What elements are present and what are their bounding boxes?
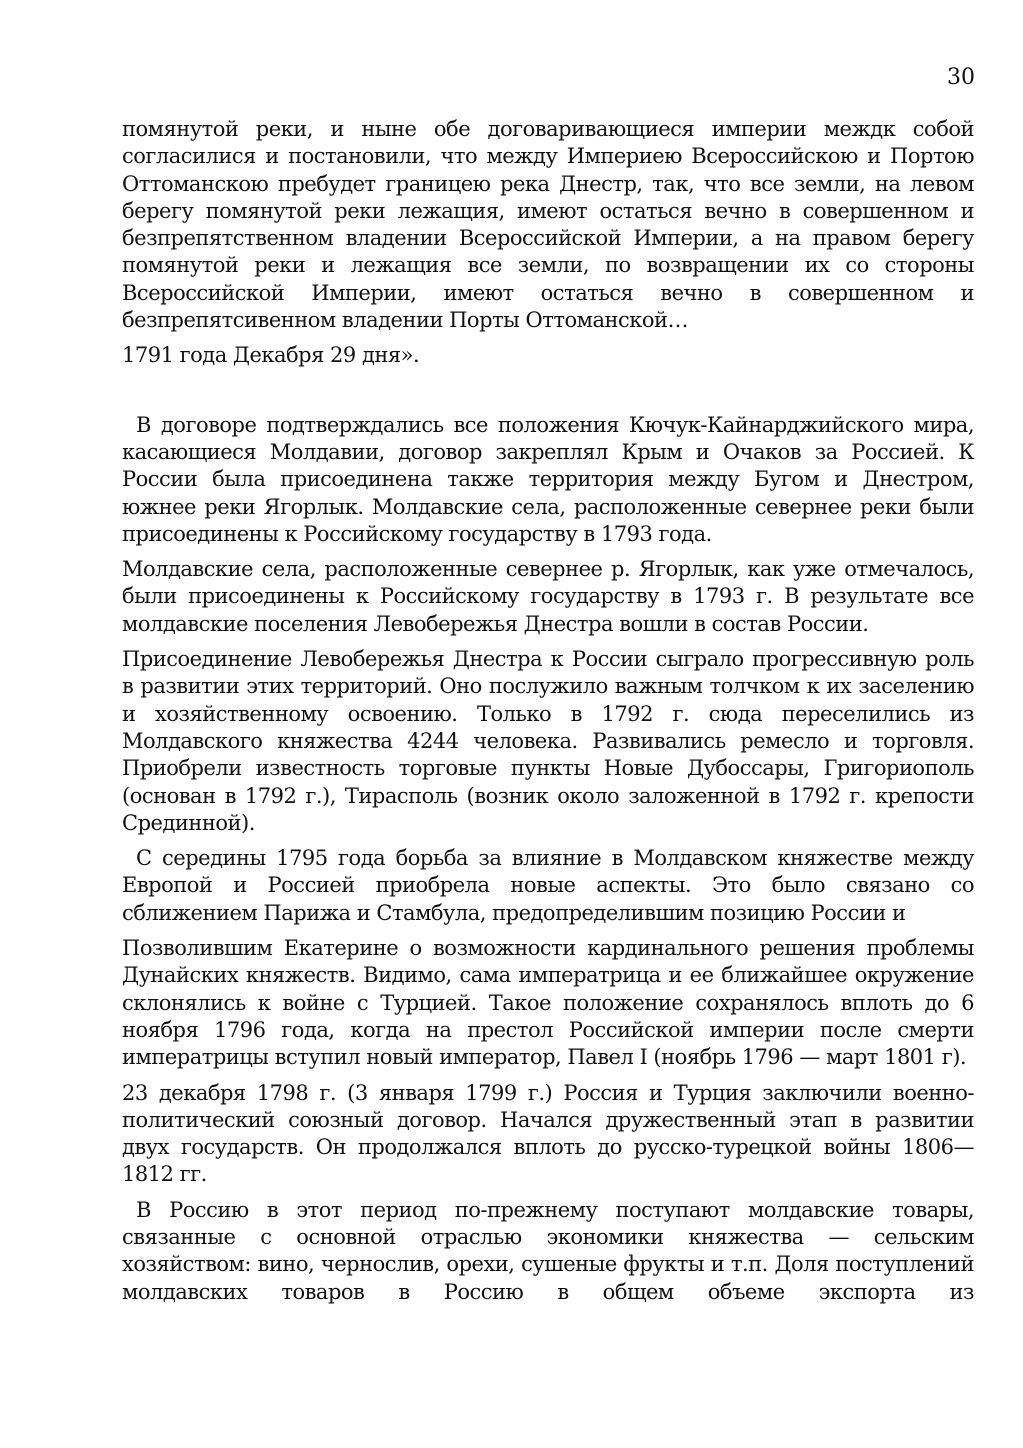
paragraph-left-bank-accession: Присоединение Левобережья Днестра к России сыграло прогрессивную роль в развитии этих территорий. Оно послужило важным толчком к их заселению и хозяйственному освоению. Только в 1792 г. сюда переселились из Молдавского княжества 4244 человека. Развивались ремесло и торговля. Приобрели известность торговые пункты Новые Дубоссары, Григориополь (основан в 1792 г.), Тирасполь (возник около заложенной в 1792 г. крепости Срединной). <box>122 647 974 835</box>
paragraph-moldavian-villages: Молдавские села, расположенные севернее р. Ягорлык, как уже отмечалось, были присоединены к Российскому государству в 1793 г. В результате все молдавские поселения Левобережья Днестра вошли в состав России. <box>122 557 974 636</box>
paragraph-catherine-policy: Позволившим Екатерине о возможности кардинального решения проблемы Дунайских княжеств. Видимо, сама императрица и ее ближайшее окружение склонялись к войне с Турцией. Такое положение сохранялось вплоть до 6 ноября 1796 года, когда на престол Российской империи после смерти императрицы вступил новый император, Павел I (ноябрь 1796 — март 1801 г). <box>122 936 974 1070</box>
paragraph-influence-struggle: С середины 1795 года борьба за влияние в Молдавском княжестве между Европой и Россией приобрела новые аспекты. Это было связано со сближением Парижа и Стамбула, предопределившим позицию России и <box>122 846 974 925</box>
paragraph-treaty-date: 1791 года Декабря 29 дня». <box>122 343 420 368</box>
paragraph-treaty-provisions: В договоре подтверждались все положения Кючук-Кайнарджийского мира, касающиеся Молдавии, договор закреплял Крым и Очаков за Россией. К России была присоединена также территория между Бугом и Днестром, южнее реки Ягорлык. Молдавские села, расположенные севернее реки были присоединены к Российскому государству в 1793 года. <box>122 412 974 546</box>
document-body <box>122 116 974 1314</box>
paragraph-moldavian-goods: В Россию в этот период по-прежнему поступают молдавские товары, связанные с основной отраслью экономики княжества — сельским хозяйством: вино, чернослив, орехи, сушеные фрукты и т.п. Доля поступлений молдавских товаров в Россию в общем объеме экспорта из <box>122 1197 974 1304</box>
page-number: 30 <box>947 65 975 90</box>
paragraph-treaty-quote: помянутой реки, и ныне обе договаривающиеся империи междк собой согласилися и постановили, что между Империею Всероссийскою и Портою Оттоманскою пребудет границею река Днестр, так, что все земли, на левом берегу помянутой реки лежащия, имеют остаться вечно в совершенном и безпрепятственном владении Всероссийской Империи, а на правом берегу помянутой реки и лежащия все земли, по возвращении их со стороны Всероссийской Империи, имеют остаться вечно в совершенном и безпрепятсивенном владении Порты Оттоманской… <box>122 117 974 333</box>
paragraph-alliance-treaty: 23 декабря 1798 г. (3 января 1799 г.) Россия и Турция заключили военно-политический союзный договор. Начался дружественный этап в развитии двух государств. Он продолжался вплоть до русско-турецкой войны 1806—1812 гг. <box>122 1080 974 1187</box>
